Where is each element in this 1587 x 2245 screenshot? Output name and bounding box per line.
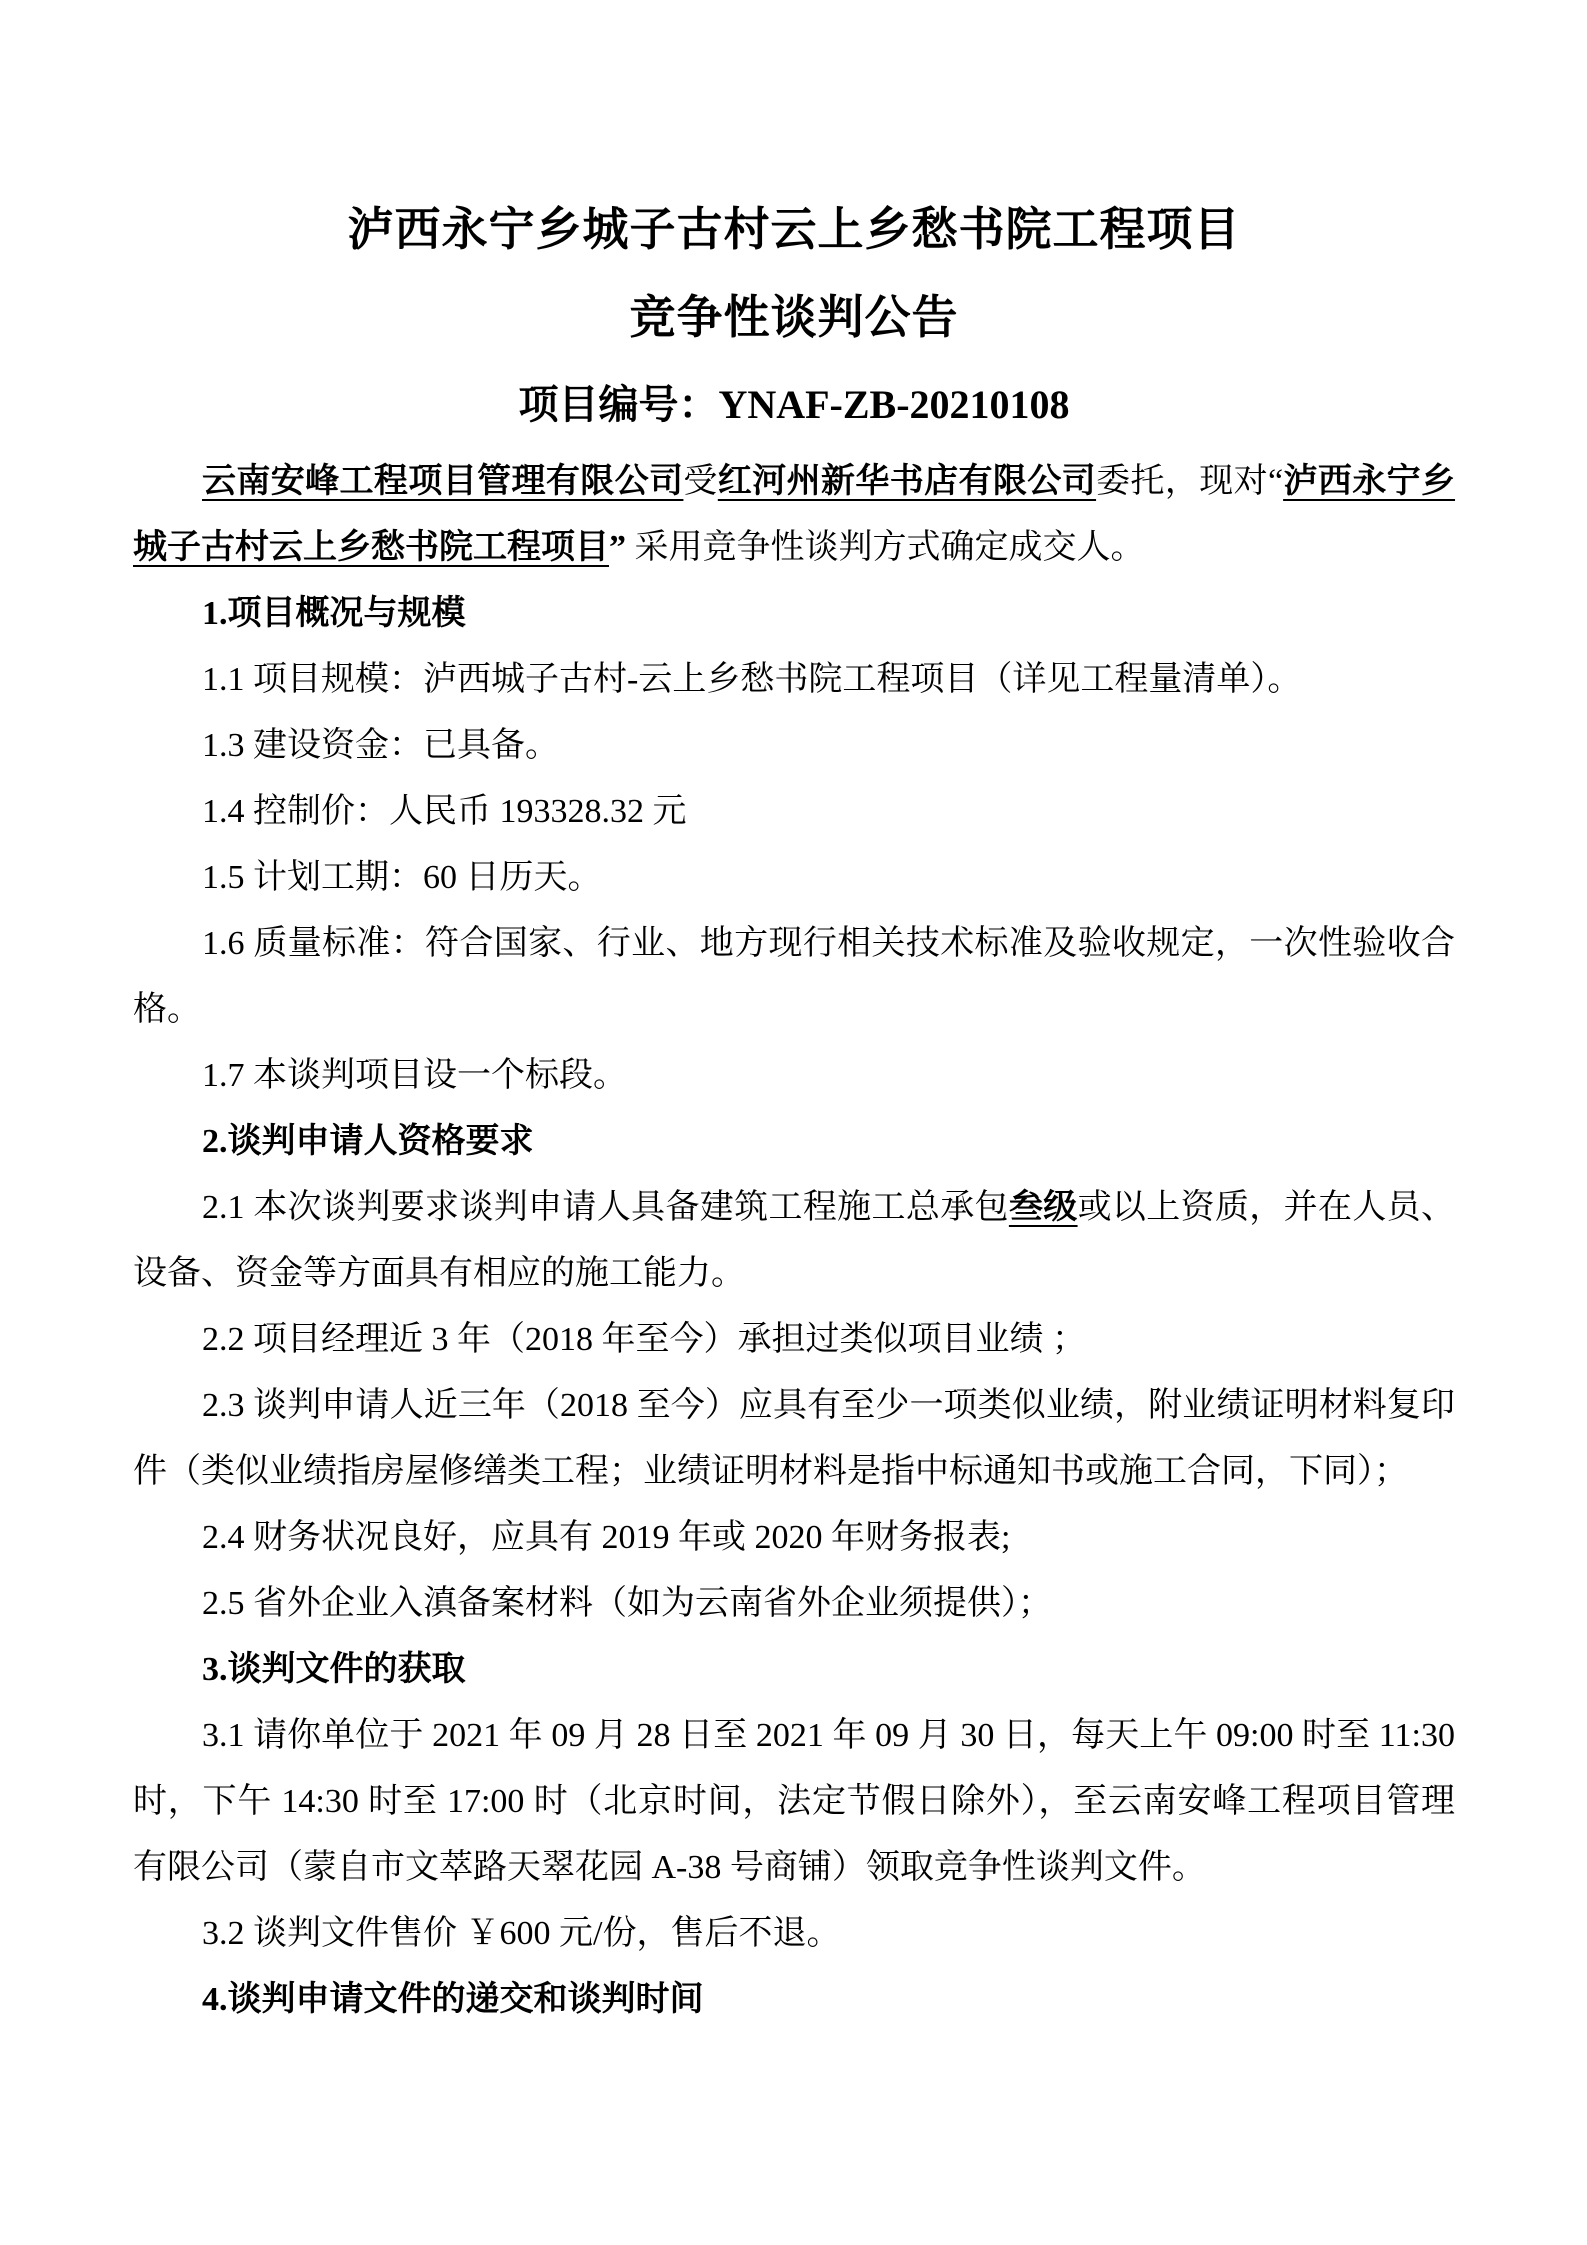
intro-paragraph <box>133 449 1455 581</box>
item-2-1-post: 或以上资质，并在人员、设备、资金等方面具有相应的施工能力。 <box>133 1189 1456 1292</box>
section4-heading: 4.谈判申请文件的递交和谈判时间 <box>202 1981 704 2018</box>
item-1-6: 1.6 质量标准：符合国家、行业、地方现行相关技术标准及验收规定，一次性验收合格。 <box>133 925 1455 1028</box>
section2-heading: 2.谈判申请人资格要求 <box>202 1123 534 1160</box>
item-2-1 <box>133 1175 1455 1307</box>
document-title-line1: 泸西永宁乡城子古村云上乡愁书院工程项目 <box>347 204 1241 255</box>
intro-recv: 受 <box>683 463 718 500</box>
item-3-2: 3.2 谈判文件售价 ￥600 元/份，售后不退。 <box>202 1915 841 1952</box>
item-2-2: 2.2 项目经理近 3 年（2018 年至今）承担过类似项目业绩 ； <box>202 1321 1086 1358</box>
intro-mid: 委托，现对“ <box>1096 463 1284 500</box>
item-1-5: 1.5 计划工期：60 日历天。 <box>202 859 602 896</box>
intro-tail: 采用竞争性谈判方式确定成交人。 <box>626 529 1145 566</box>
item-2-5: 2.5 省外企业入滇备案材料（如为云南省外企业须提供）； <box>202 1585 1052 1622</box>
section3-heading: 3.谈判文件的获取 <box>202 1651 466 1688</box>
qualification-grade: 叁级 <box>1008 1189 1078 1226</box>
project-number: 项目编号：YNAF-ZB-20210108 <box>518 382 1070 427</box>
item-2-1-pre: 2.1 本次谈判要求谈判申请人具备建筑工程施工总承包 <box>202 1189 1009 1226</box>
item-2-4: 2.4 财务状况良好，应具有 2019 年或 2020 年财务报表; <box>202 1519 1011 1556</box>
quoted-project-name: 泸西永宁乡城子古村云上乡愁书院工程项目 <box>133 463 1456 566</box>
owner-name: 红河州新华书店有限公司 <box>717 463 1097 500</box>
document-body <box>133 449 1455 2033</box>
document-header <box>133 203 1455 429</box>
agency-name: 云南安峰工程项目管理有限公司 <box>202 463 684 500</box>
close-quote: ” <box>609 529 626 566</box>
item-3-1: 3.1 请你单位于 2021 年 09 月 28 日至 2021 年 09 月 30 日，每天上午 09:00 时至 11:30 时，下午 14:30 时至 17:00 时（北京时间，法定节假日除外），至云南安峰工程项目管理有限公司（蒙自市文萃路天翠花园 A-38 号商铺）领取竞争性谈判文件。 <box>133 1717 1455 1886</box>
item-1-3: 1.3 建设资金：已具备。 <box>202 727 559 764</box>
item-1-7: 1.7 本谈判项目设一个标段。 <box>202 1057 627 1094</box>
item-1-4: 1.4 控制价：人民币 193328.32 元 <box>202 793 687 830</box>
item-1-1: 1.1 项目规模：泸西城子古村-云上乡愁书院工程项目（详见工程量清单）。 <box>202 661 1302 698</box>
item-2-3: 2.3 谈判申请人近三年（2018 至今）应具有至少一项类似业绩，附业绩证明材料复印件（类似业绩指房屋修缮类工程；业绩证明材料是指中标通知书或施工合同，下同）； <box>133 1387 1455 1490</box>
section1-heading: 1.项目概况与规模 <box>202 595 466 632</box>
document-title-line2: 竞争性谈判公告 <box>629 292 959 343</box>
